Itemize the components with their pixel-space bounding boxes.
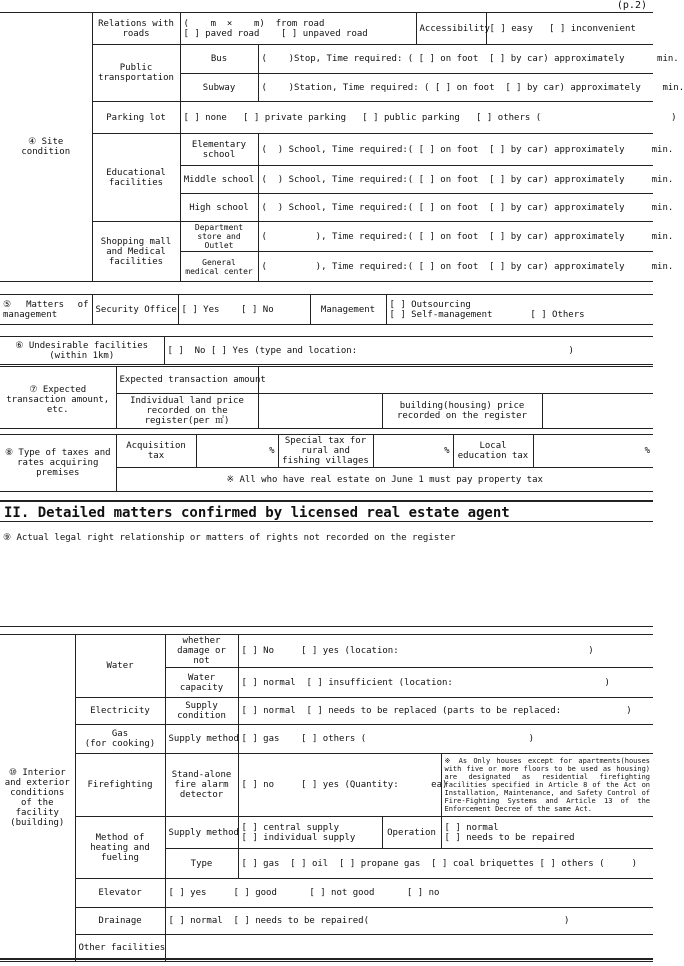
education-label: Educational facilities [92,134,180,222]
special-tax-label: Special tax for rural and fishing villages [278,435,373,468]
land-price-field[interactable] [258,394,382,429]
land-price-label: Individual land price recorded on the register(per ㎡) [116,394,258,429]
shopping-label: Shopping mall and Medical facilities [92,222,180,282]
drainage-label: Drainage [75,908,165,935]
gas-label: Gas (for cooking) [75,725,165,754]
elevator-options[interactable]: [ ] yes [ ] good [ ] not good [ ] no [165,879,653,908]
page-number: (p.2) [616,0,647,11]
relations-line2[interactable]: [ ] paved road [ ] unpaved road [183,28,368,39]
security-office-options[interactable]: [ ] Yes [ ] No [178,295,310,325]
water-damage-options[interactable]: [ ] No [ ] yes (location: ) [238,635,653,668]
subway-field[interactable]: ( )Station, Time required: ( [ ] on foot [ ] by car) approximately min. [258,74,653,102]
local-education-tax-field[interactable]: % [533,435,653,468]
undesirable-options[interactable]: [ ] No [ ] Yes (type and location: ) [164,337,653,365]
gas-supply-options[interactable]: [ ] gas [ ] others ( ) [238,725,653,754]
heating-supply-options[interactable]: [ ] central supply [ ] individual supply [238,817,382,849]
bus-label: Bus [180,45,258,74]
heating-supply-label: Supply method [165,817,238,849]
medical-center-field[interactable]: ( ), Time required:( [ ] on foot [ ] by car) approximately min. [258,252,653,282]
water-label: Water [75,635,165,698]
gas-supply-label: Supply method [165,725,238,754]
heating-type-label: Type [165,849,238,879]
management-label: Management [310,295,386,325]
elementary-label: Elementary school [180,134,258,166]
management-table [0,294,653,325]
taxes-label: ⑧ Type of taxes and rates acquiring premises [0,435,116,492]
security-office-label: Security Office [92,295,178,325]
relations-line1[interactable]: ( m × m) from road [183,18,325,29]
firefighting-note: ※ As Only houses except for apartments(houses with five or more floors to be used as housing) are designated as residential firefighting facilities specified in Article 8 of the Act on Installation, Maintenance, and Safety Control of Fire-Fighting Systems and Article 13 of the Enforcement Decree of the same Act. [441,754,653,817]
fire-detector-label: Stand-alone fire alarm detector [165,754,238,817]
undesirable-table [0,336,653,365]
public-transport-label: Public transportation [92,45,180,102]
management-options[interactable]: [ ] Outsourcing [ ] Self-management [ ] Others [386,295,653,325]
high-school-label: High school [180,194,258,222]
electricity-supply-options[interactable]: [ ] normal [ ] needs to be replaced (parts to be replaced: ) [238,698,653,725]
middle-school-field[interactable]: ( ) School, Time required:( [ ] on foot [ ] by car) approximately min. [258,166,653,194]
electricity-label: Electricity [75,698,165,725]
local-education-tax-label: Local education tax [453,435,533,468]
parking-label: Parking lot [92,102,180,134]
interior-label: ⑩ Interior and exterior conditions of the facility (building) [0,635,75,962]
building-price-label: building(housing) price recorded on the register [382,394,542,429]
expected-label: ⑦ Expected transaction amount, etc. [0,367,116,429]
interior-table [0,634,653,962]
heating-operation-options[interactable]: [ ] normal [ ] needs to be repaired [441,817,653,849]
site-condition-label: ④ Site condition [0,13,92,282]
subway-label: Subway [180,74,258,102]
accessibility-options[interactable]: [ ] easy [ ] inconvenient [486,13,653,45]
other-facilities-label: Other facilities [75,935,165,962]
heating-type-options[interactable]: [ ] gas [ ] oil [ ] propane gas [ ] coal briquettes [ ] others ( ) [238,849,653,879]
item-9-rights[interactable]: ⑨ Actual legal right relationship or matters of rights not recorded on the register [0,523,653,627]
property-tax-note: ※ All who have real estate on June 1 must pay property tax [116,468,653,492]
department-store-label: Department store and Outlet [180,222,258,252]
elementary-field[interactable]: ( ) School, Time required:( [ ] on foot [ ] by car) approximately min. [258,134,653,166]
heating-label: Method of heating and fueling [75,817,165,879]
high-school-field[interactable]: ( ) School, Time required:( [ ] on foot [ ] by car) approximately min. [258,194,653,222]
bottom-rule [0,958,653,960]
heating-operation-label: Operation [382,817,441,849]
bus-field[interactable]: ( )Stop, Time required: ( [ ] on foot [ ] by car) approximately min. [258,45,653,74]
relations-label: Relations with roads [92,13,180,45]
middle-school-label: Middle school [180,166,258,194]
expected-amount-table [0,366,653,429]
expected-amount-field[interactable] [258,367,653,394]
acquisition-tax-label: Acquisition tax [116,435,196,468]
parking-options[interactable]: [ ] none [ ] private parking [ ] public parking [ ] others ( ) [180,102,653,134]
drainage-options[interactable]: [ ] normal [ ] needs to be repaired( ) [165,908,653,935]
site-condition-table [0,12,684,282]
water-capacity-options[interactable]: [ ] normal [ ] insufficient (location: ) [238,668,653,698]
taxes-table [0,434,653,492]
electricity-supply-label: Supply condition [165,698,238,725]
department-store-field[interactable]: ( ), Time required:( [ ] on foot [ ] by car) approximately min. [258,222,653,252]
expected-amount-label: Expected transaction amount [116,367,258,394]
acquisition-tax-field[interactable]: % [196,435,278,468]
firefighting-label: Firefighting [75,754,165,817]
water-damage-label: whether damage or not [165,635,238,668]
undesirable-label: ⑥ Undesirable facilities (within 1km) [0,337,164,365]
management-section-label: ⑤ Matters of management [0,295,92,325]
building-price-field[interactable] [542,394,653,429]
medical-center-label: General medical center [180,252,258,282]
accessibility-label: Accessibility [416,13,486,45]
water-capacity-label: Water capacity [165,668,238,698]
elevator-label: Elevator [75,879,165,908]
special-tax-field[interactable]: % [373,435,453,468]
fire-detector-options[interactable]: [ ] no [ ] yes (Quantity: ea) [238,754,441,817]
section-2-title: II. Detailed matters confirmed by licensed real estate agent [0,500,653,522]
